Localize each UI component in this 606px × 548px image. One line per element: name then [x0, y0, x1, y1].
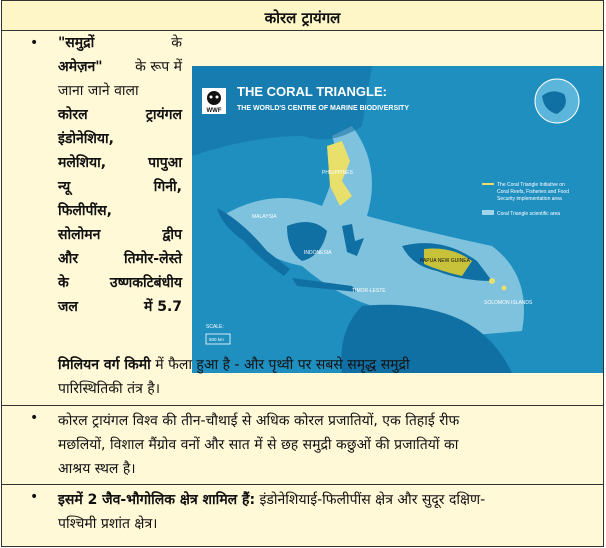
biodiversity-line-2: मछलियों, विशाल मैंग्रोव वनों और सात में से छह समुद्री कछुओं की प्रजातियों का: [58, 437, 459, 453]
legend-line-1: The Coral Triangle Initiative on: [497, 182, 565, 188]
intro-line-part: इंडोनेशिया,: [58, 131, 114, 147]
intro-line: [58, 103, 182, 127]
label-papua-new-guinea: PAPUA NEW GUINEA: [420, 258, 470, 264]
intro-line-part: जल: [58, 299, 78, 315]
intro-line-part: मलेशिया,: [58, 155, 107, 171]
intro-last-line: पारिस्थितिकी तंत्र है।: [58, 381, 161, 397]
intro-line-part: फिलीपींस,: [58, 203, 112, 219]
regions-paragraph: [58, 488, 602, 536]
map-subtitle: THE WORLD'S CENTRE OF MARINE BIODIVERSITY: [237, 105, 410, 112]
intro-line: [58, 127, 182, 151]
intro-line: [58, 247, 182, 271]
intro-line-part: अमेज़न": [58, 59, 103, 75]
biodiversity-line-3: आश्रय स्थल है।: [58, 461, 136, 477]
coral-triangle-map: [192, 66, 603, 373]
intro-line: [58, 175, 182, 199]
intro-line: [58, 55, 182, 79]
bullet-point: •: [30, 410, 39, 426]
intro-line: [58, 223, 182, 247]
panda-eye-left: [210, 96, 213, 99]
intro-line: [58, 295, 182, 319]
biodiversity-line-1: कोरल ट्रायंगल विश्व की तीन-चौथाई से अधिक कोरल प्रजातियों, एक तिहाई रीफ: [58, 413, 460, 429]
intro-line: [58, 151, 182, 175]
panda-icon: [207, 91, 221, 105]
intro-line-part: जाना जाने वाला: [58, 83, 139, 99]
label-malaysia: MALAYSIA: [252, 214, 277, 220]
intro-line-part: "समुद्रों: [58, 35, 95, 51]
intro-line-part: सोलोमन: [58, 227, 101, 243]
scale-value: 500 km: [209, 337, 224, 342]
legend-ct-scientific-swatch: [482, 210, 494, 215]
legend-line-4: Coral Triangle scientific area: [497, 211, 561, 217]
intro-line-part: द्वीप: [162, 227, 182, 243]
panda-eye-right: [216, 96, 219, 99]
intro-line-part: पापुआ: [148, 155, 182, 171]
table-header: [1, 0, 604, 31]
map-title: THE CORAL TRIANGLE:: [237, 84, 387, 99]
table-row-3: [1, 484, 604, 547]
map-graphic: [192, 66, 603, 373]
bullet-point: •: [30, 489, 39, 505]
intro-line-part: कोरल: [58, 107, 88, 123]
bullet-point: •: [30, 35, 39, 51]
label-solomon-islands: SOLOMON ISLANDS: [484, 300, 533, 306]
intro-line-part: उष्णकटिबंधीय: [109, 275, 182, 291]
intro-line-part: के: [58, 275, 69, 291]
intro-line: [58, 79, 182, 103]
regions-text: इंडोनेशियाई-फिलीपींस क्षेत्र और सुदूर दक्षिण-: [255, 492, 486, 508]
intro-full-line: [58, 353, 602, 401]
intro-line: [58, 199, 182, 223]
legend-line-3: Security implementation area: [497, 196, 562, 202]
regions-line-2: पश्चिमी प्रशांत क्षेत्र।: [58, 516, 158, 532]
regions-heading: इसमें 2 जैव-भौगोलिक क्षेत्र शामिल हैं:: [58, 492, 256, 508]
label-indonesia: INDONESIA: [304, 250, 332, 256]
intro-line-part: ट्रायंगल: [145, 107, 182, 123]
legend-line-2: Coral Reefs, Fisheries and Food: [497, 189, 569, 195]
intro-line-part: और: [58, 251, 79, 267]
biodiversity-paragraph: [58, 409, 602, 481]
label-timor-leste: TIMOR-LESTE: [352, 288, 386, 294]
intro-line-part: तिमोर-लेस्ते: [123, 251, 182, 267]
intro-line: [58, 31, 182, 55]
land-solomon-islands-2: [502, 286, 507, 291]
page-title: कोरल ट्रायंगल: [264, 9, 341, 27]
label-philippines: PHILIPPINES: [322, 170, 353, 176]
intro-line-rest: में फैला हुआ है - और पृथ्वी पर सबसे समृद्ध समुद्री: [150, 357, 410, 373]
intro-line: [58, 271, 182, 295]
wwf-logo-text: WWF: [206, 108, 222, 114]
intro-line-part: न्यू: [58, 179, 71, 195]
intro-line-part: के रूप में: [135, 59, 182, 75]
intro-line-part: में 5.7: [143, 299, 182, 315]
scale-label: SCALE:: [206, 324, 224, 330]
land-solomon-islands: [489, 278, 495, 284]
intro-line-part: गिनी,: [153, 179, 182, 195]
intro-text-column: [58, 31, 182, 319]
intro-line-part: के: [171, 35, 182, 51]
table-row-2: [1, 405, 604, 485]
table-row-1: [1, 30, 604, 406]
area-value-text: मिलियन वर्ग किमी: [58, 357, 151, 373]
